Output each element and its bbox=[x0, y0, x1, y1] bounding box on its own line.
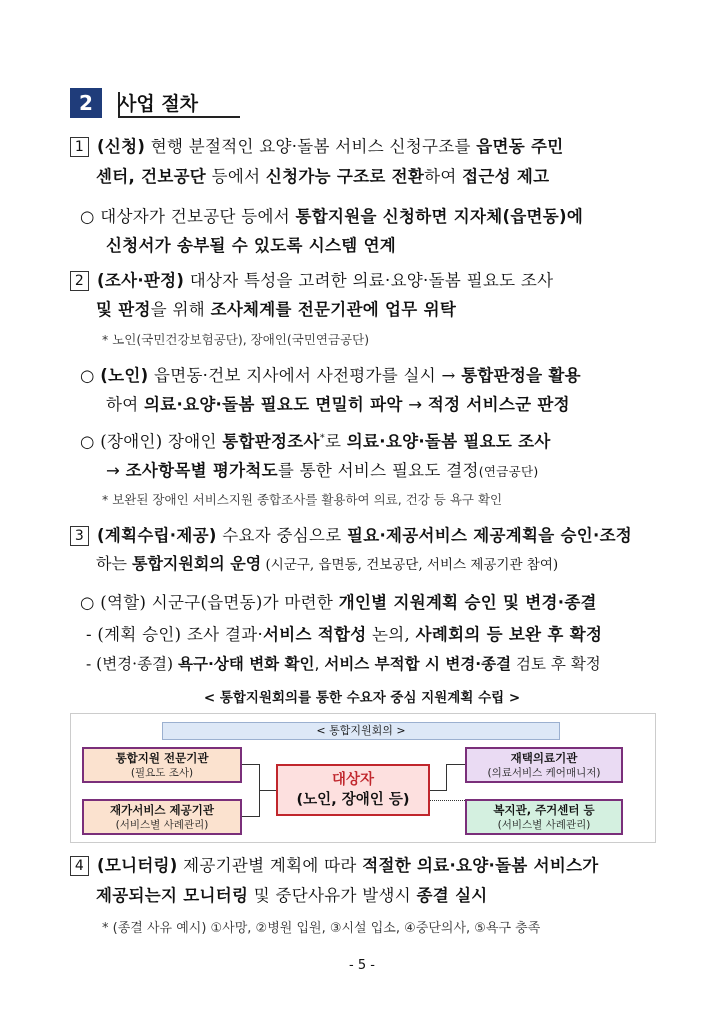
text-bold: 통합지원을 신청하면 지자체(읍면동)에 bbox=[295, 207, 584, 226]
item3-tag: (계획수립·제공) bbox=[97, 526, 217, 545]
node-title: 대상자 bbox=[331, 772, 375, 788]
text-bold: 조사체계를 전문기관에 업무 위탁 bbox=[210, 300, 457, 319]
text-small: (시군구, 읍면동, 건보공단, 서비스 제공기관 참여) bbox=[261, 557, 559, 573]
text-span: 및 중단사유가 발생시 bbox=[248, 886, 417, 905]
text-span: → bbox=[106, 461, 126, 480]
item1-line2 bbox=[96, 163, 549, 187]
node-title: 재가서비스 제공기관 bbox=[110, 803, 214, 817]
item2-bullet1-line2 bbox=[106, 391, 570, 415]
item4-tag: (모니터링) bbox=[97, 856, 178, 875]
target-node bbox=[276, 764, 430, 816]
node-subtitle: (의료서비스 케어매니저) bbox=[487, 767, 601, 779]
connector-line bbox=[242, 764, 260, 765]
text-small: (연금공단) bbox=[478, 464, 539, 479]
item-number-box: 2 bbox=[70, 271, 89, 291]
text-span: 대상자 특성을 고려한 의료·요양·돌봄 필요도 조사 bbox=[184, 271, 554, 290]
text-bold: 의료·요양·돌봄 필요도 면밀히 파악 bbox=[144, 395, 403, 414]
text-span: 수요자 중심으로 bbox=[216, 526, 347, 545]
item4-line1 bbox=[70, 852, 599, 876]
text-bold: (노인) bbox=[100, 366, 149, 385]
text-span: 현행 분절적인 요양·돌봄 서비스 신청구조를 bbox=[145, 137, 477, 156]
diagram-caption: < 통합지원회의를 통한 수요자 중심 지원계획 수립 > bbox=[203, 690, 521, 706]
item4-note: * (종결 사유 예시) ①사망, ②병원 입원, ③시설 입소, ④중단의사, ⑤욕구 충족 bbox=[102, 921, 541, 936]
item2-bullet1-line1 bbox=[80, 362, 581, 386]
text-bold: 신청서가 송부될 수 있도록 시스템 연계 bbox=[106, 236, 397, 255]
item-number-box: 4 bbox=[70, 856, 89, 876]
item2-note: * 노인(국민건강보험공단), 장애인(국민연금공단) bbox=[102, 332, 370, 347]
item1-bullet1-line1 bbox=[80, 203, 583, 227]
item1-tag: (신청) bbox=[97, 137, 146, 156]
item3-dash2 bbox=[86, 652, 601, 674]
item-number-box: 3 bbox=[70, 526, 89, 546]
text-span: 검토 후 확정 bbox=[511, 655, 601, 673]
home-service-node bbox=[82, 799, 242, 835]
node-title: 재택의료기관 bbox=[510, 751, 578, 765]
item3-bullet1 bbox=[80, 589, 597, 613]
node-subtitle: (필요도 조사) bbox=[130, 767, 194, 779]
footnote-mark: * bbox=[319, 432, 325, 444]
section-number: 2 bbox=[70, 88, 102, 118]
text-bold: 의료·요양·돌봄 필요도 조사 bbox=[346, 432, 551, 451]
text-span: ○ (장애인) 장애인 bbox=[80, 432, 223, 451]
text-bold: 센터, 건보공단 bbox=[96, 167, 207, 186]
text-span: - (변경·종결) bbox=[86, 655, 179, 673]
item3-dash1 bbox=[86, 621, 602, 645]
text-span: 제공기관별 계획에 따라 bbox=[177, 856, 363, 875]
node-title: 복지관, 주거센터 등 bbox=[493, 803, 595, 817]
text-bold: 통합판정조사 bbox=[222, 432, 320, 451]
text-span: 를 통한 서비스 필요도 결정 bbox=[277, 461, 479, 480]
text-span: 논의, bbox=[366, 625, 416, 644]
text-span: , bbox=[314, 655, 325, 673]
page-number: - 5 - bbox=[349, 958, 375, 973]
connector-line bbox=[259, 790, 276, 791]
item3-line1 bbox=[70, 522, 632, 546]
item2-tag: (조사·판정) bbox=[97, 271, 185, 290]
item2-line1 bbox=[70, 267, 553, 291]
item2-note2: * 보완된 장애인 서비스지원 종합조사를 활용하여 의료, 건강 등 욕구 확인 bbox=[102, 492, 503, 507]
text-bold: 접근성 제고 bbox=[462, 167, 550, 186]
node-title: 통합지원 전문기관 bbox=[115, 751, 209, 765]
connector-line bbox=[430, 790, 447, 791]
item-number-box: 1 bbox=[70, 137, 89, 157]
home-medical-node bbox=[465, 747, 623, 783]
text-span: ○ bbox=[80, 366, 101, 385]
item2-bullet2-line1 bbox=[80, 428, 551, 452]
text-span: 로 bbox=[325, 432, 347, 451]
text-bold: 통합판정을 활용 bbox=[461, 366, 581, 385]
text-span: ○ (역할) 시군구(읍면동)가 마련한 bbox=[80, 593, 339, 612]
connector-line bbox=[242, 816, 260, 817]
item2-bullet2-line2 bbox=[106, 457, 539, 481]
welfare-center-node bbox=[465, 799, 623, 835]
text-bold: 읍면동 주민 bbox=[476, 137, 564, 156]
text-span: - (계획 승인) 조사 결과· bbox=[86, 625, 263, 644]
text-bold: 사례회의 등 보완 후 확정 bbox=[415, 625, 603, 644]
item4-line2 bbox=[96, 882, 488, 906]
text-bold: 적정 서비스군 판정 bbox=[427, 395, 570, 414]
text-span: 하여 bbox=[106, 395, 145, 414]
connector-line bbox=[446, 764, 447, 791]
text-span: ○ 대상자가 건보공단 등에서 bbox=[80, 207, 296, 226]
node-subtitle: (서비스별 사례관리) bbox=[115, 819, 209, 831]
text-bold: 및 판정 bbox=[96, 300, 151, 319]
item1-line1 bbox=[70, 133, 564, 157]
section-title: 사업 절차 bbox=[118, 93, 199, 115]
text-span: → bbox=[402, 395, 428, 414]
text-span: 읍면동·건보 지사에서 사전평가를 실시 → bbox=[148, 366, 462, 385]
text-bold: 서비스 적합성 bbox=[263, 625, 367, 644]
text-bold: 욕구·상태 변화 확인 bbox=[178, 655, 315, 673]
node-subtitle: (노인, 장애인 등) bbox=[296, 792, 410, 808]
item2-line2 bbox=[96, 296, 456, 320]
text-span: 하여 bbox=[424, 167, 463, 186]
text-bold: 필요·제공서비스 제공계획을 승인·조정 bbox=[347, 526, 633, 545]
text-bold: 서비스 부적합 시 변경·종결 bbox=[324, 655, 512, 673]
text-bold: 신청가능 구조로 전환 bbox=[265, 167, 425, 186]
text-bold: 개인별 지원계획 승인 및 변경·종결 bbox=[338, 593, 597, 612]
text-span: 하는 bbox=[96, 554, 132, 573]
connector-dotted bbox=[430, 800, 465, 801]
section-underline bbox=[118, 116, 240, 118]
item1-bullet1-line2 bbox=[106, 232, 396, 256]
text-bold: 종결 실시 bbox=[416, 886, 488, 905]
expert-agency-node bbox=[82, 747, 242, 783]
text-bold: 통합지원회의 운영 bbox=[132, 554, 262, 573]
council-banner: < 통합지원회의 > bbox=[162, 722, 560, 740]
text-span: 을 위해 bbox=[150, 300, 211, 319]
connector-line bbox=[446, 764, 465, 765]
node-subtitle: (서비스별 사례관리) bbox=[497, 819, 591, 831]
text-bold: 제공되는지 모니터링 bbox=[96, 886, 249, 905]
text-bold: 적절한 의료·요양·돌봄 서비스가 bbox=[362, 856, 599, 875]
text-bold: 조사항목별 평가척도 bbox=[125, 461, 278, 480]
item3-line2 bbox=[96, 551, 558, 574]
text-span: 등에서 bbox=[206, 167, 266, 186]
